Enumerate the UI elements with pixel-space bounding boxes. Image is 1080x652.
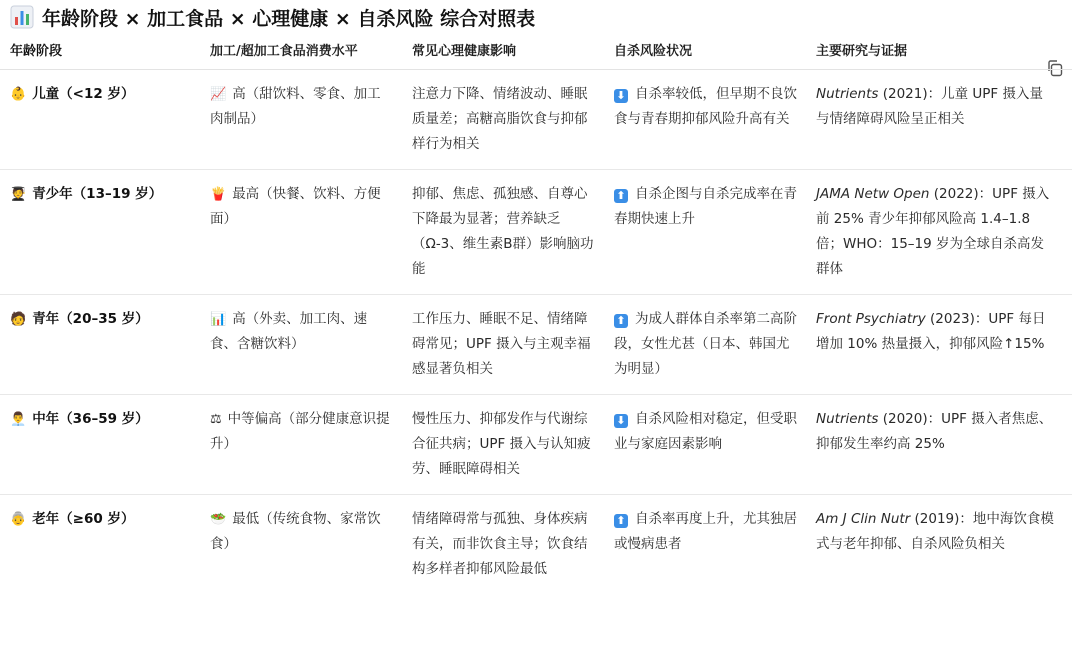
consumption-cell: 📊 高（外卖、加工肉、速食、含糖饮料）	[210, 295, 412, 395]
arrow-up-icon: ⬆	[614, 314, 628, 328]
salad-icon: 🥗	[210, 512, 227, 527]
mental-cell: 情绪障碍常与孤独、身体疾病有关，而非饮食主导；饮食结构多样者抑郁风险最低	[412, 511, 588, 577]
arrow-up-icon: ⬆	[614, 514, 628, 528]
consumption-cell: ⚖ 中等偏高（部分健康意识提升）	[210, 395, 412, 495]
risk-cell: ⬆ 为成人群体自杀率第二高阶段，女性尤甚（日本、韩国尤为明显）	[614, 295, 816, 395]
header-evidence: 主要研究与证据	[816, 40, 1072, 70]
arrow-down-icon: ⬇	[614, 414, 628, 428]
page-title-text: 年龄阶段 × 加工食品 × 心理健康 × 自杀风险 综合对照表	[42, 7, 536, 30]
evidence-cell: Nutrients (2020)：UPF 摄入者焦虑、抑郁发生率约高 25%	[816, 395, 1072, 495]
table-row	[0, 295, 1072, 395]
table-row	[0, 70, 1072, 170]
mental-cell: 工作压力、睡眠不足、情绪障碍常见；UPF 摄入与主观幸福感显著负相关	[412, 295, 614, 395]
comparison-table	[0, 40, 1072, 594]
risk-cell: ⬇ 自杀率较低，但早期不良饮食与青春期抑郁风险升高有关	[614, 70, 816, 170]
header-age: 年龄阶段	[0, 40, 210, 70]
header-consumption: 加工/超加工食品消费水平	[210, 40, 412, 70]
bar-chart-icon: 📊	[210, 312, 227, 327]
consumption-cell: 📈 高（甜饮料、零食、加工肉制品）	[210, 70, 412, 170]
table-row	[0, 395, 1072, 495]
table-row	[0, 170, 1072, 295]
mental-cell: 注意力下降、情绪波动、睡眠质量差；高糖高脂饮食与抑郁样行为相关	[412, 70, 614, 170]
table-row	[0, 495, 1072, 595]
balance-scale-icon: ⚖	[210, 412, 222, 427]
arrow-up-icon: ⬆	[614, 189, 628, 203]
consumption-cell: 🥗 最低（传统食物、家常饮食）	[210, 511, 381, 552]
evidence-cell: Nutrients (2021)：儿童 UPF 摄入量与情绪障碍风险呈正相关	[816, 70, 1072, 170]
page-title	[10, 2, 535, 32]
age-cell: 👨‍💼 中年（36–59 岁）	[0, 395, 210, 495]
risk-cell: ⬇ 自杀风险相对稳定，但受职业与家庭因素影响	[614, 395, 816, 495]
elder-icon: 👵	[10, 512, 27, 527]
person-icon: 🧑	[10, 312, 27, 327]
evidence-cell: Am J Clin Nutr (2019)：地中海饮食模式与老年抑郁、自杀风险负相关	[816, 511, 1054, 552]
evidence-cell: Front Psychiatry (2023)：UPF 每日增加 10% 热量摄入，抑郁风险↑15%	[816, 295, 1072, 395]
header-risk: 自杀风险状况	[614, 40, 816, 70]
student-icon: 🧑‍🎓	[10, 187, 27, 202]
fries-icon: 🍟	[210, 187, 227, 202]
risk-cell: ⬆ 自杀企图与自杀完成率在青春期快速上升	[614, 170, 816, 295]
bar-chart-icon	[10, 5, 34, 29]
age-cell: 👶 儿童（<12 岁）	[0, 70, 210, 170]
risk-cell: ⬆ 自杀率再度上升，尤其独居或慢病患者	[614, 511, 797, 552]
age-cell: 🧑 青年（20–35 岁）	[0, 295, 210, 395]
age-cell: 👵 老年（≥60 岁）	[10, 511, 135, 527]
header-mental: 常见心理健康影响	[412, 40, 614, 70]
arrow-down-icon: ⬇	[614, 89, 628, 103]
mental-cell: 抑郁、焦虑、孤独感、自尊心下降最为显著；营养缺乏（Ω-3、维生素B群）影响脑功能	[412, 170, 614, 295]
mental-cell: 慢性压力、抑郁发作与代谢综合征共病；UPF 摄入与认知疲劳、睡眠障碍相关	[412, 395, 614, 495]
evidence-cell: JAMA Netw Open (2022)：UPF 摄入前 25% 青少年抑郁风险高 1.4–1.8 倍；WHO：15–19 岁为全球自杀高发群体	[816, 170, 1072, 295]
consumption-cell: 🍟 最高（快餐、饮料、方便面）	[210, 170, 412, 295]
table-header-row	[0, 40, 1072, 70]
office-worker-icon: 👨‍💼	[10, 412, 27, 427]
age-cell: 🧑‍🎓 青少年（13–19 岁）	[0, 170, 210, 295]
baby-icon: 👶	[10, 87, 27, 102]
trend-up-icon: 📈	[210, 87, 227, 102]
